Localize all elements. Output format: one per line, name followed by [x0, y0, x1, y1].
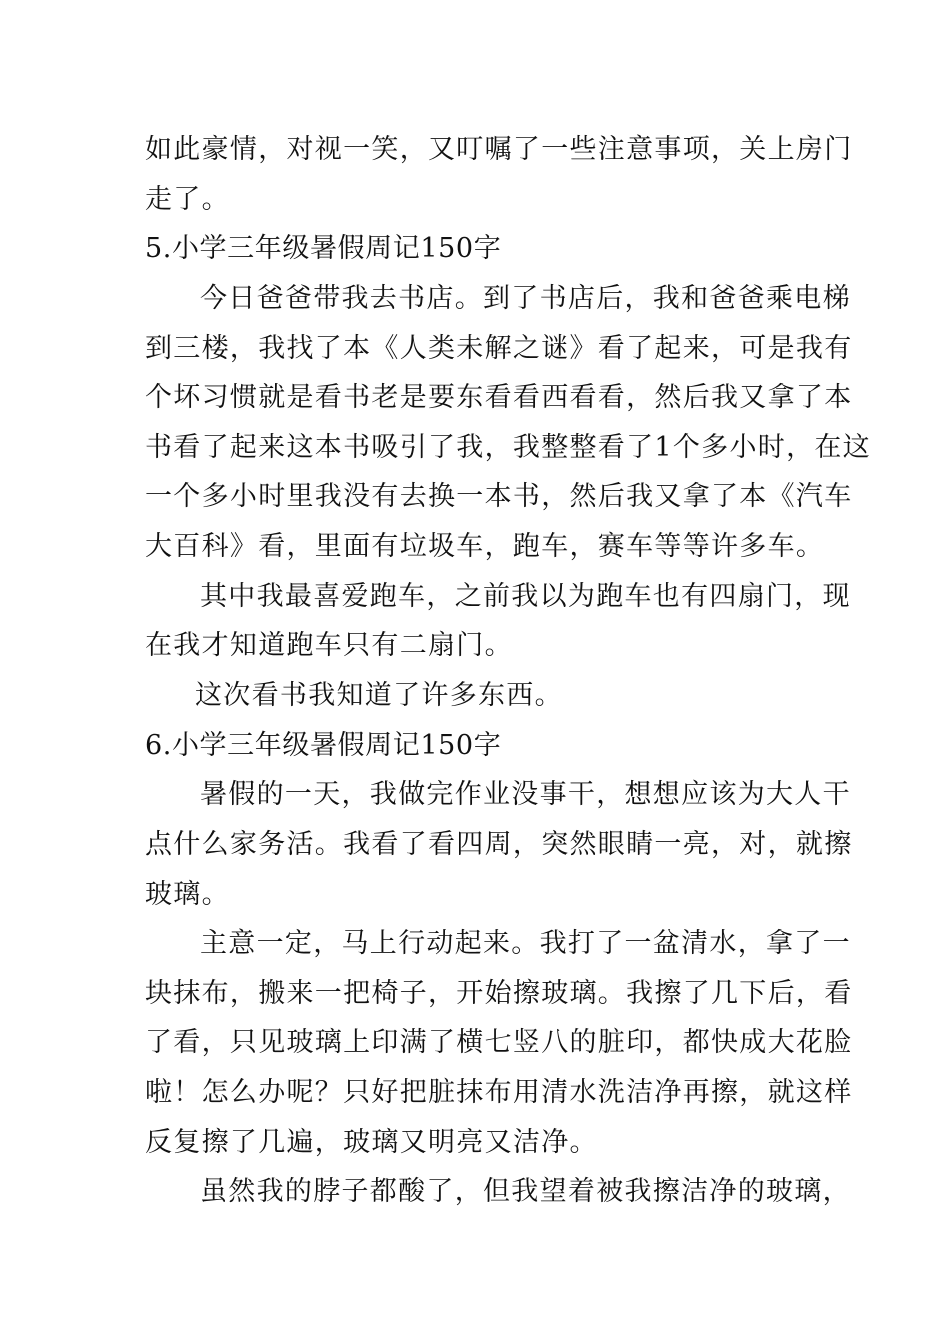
paragraph-line: 其中我最喜爱跑车，之前我以为跑车也有四扇门，现 — [200, 581, 851, 612]
paragraph-line: 虽然我的脖子都酸了，但我望着被我擦洁净的玻璃， — [200, 1176, 851, 1207]
paragraph-line: 到三楼，我找了本《人类未解之谜》看了起来，可是我有 — [145, 333, 853, 364]
paragraph-line: 块抹布，搬来一把椅子，开始擦玻璃。我擦了几下后，看 — [145, 978, 853, 1009]
paragraph-line: 这次看书我知道了许多东西。 — [195, 680, 563, 711]
paragraph-line: 暑假的一天，我做完作业没事干，想想应该为大人干 — [200, 779, 851, 810]
paragraph-line: 反复擦了几遍，玻璃又明亮又洁净。 — [145, 1127, 598, 1158]
paragraph-line: 主意一定，马上行动起来。我打了一盆清水，拿了一 — [200, 928, 851, 959]
paragraph-line: 在我才知道跑车只有二扇门。 — [145, 630, 513, 661]
paragraph-line: 一个多小时里我没有去换一本书，然后我又拿了本《汽车 — [145, 481, 853, 512]
paragraph-line: 玻璃。 — [145, 879, 230, 910]
paragraph-line: 啦！怎么办呢？只好把脏抹布用清水洗洁净再擦，就这样 — [145, 1077, 853, 1108]
section-heading: 5.小学三年级暑假周记150字 — [145, 233, 502, 264]
paragraph-line: 如此豪情，对视一笑，又叮嘱了一些注意事项，关上房门 — [145, 134, 853, 165]
paragraph-line: 书看了起来这本书吸引了我，我整整看了1个多小时，在这 — [145, 432, 871, 463]
paragraph-line: 今日爸爸带我去书店。到了书店后，我和爸爸乘电梯 — [200, 283, 851, 314]
section-heading: 6.小学三年级暑假周记150字 — [145, 730, 502, 761]
paragraph-line: 个坏习惯就是看书老是要东看看西看看，然后我又拿了本 — [145, 382, 853, 413]
paragraph-line: 大百科》看，里面有垃圾车，跑车，赛车等等许多车。 — [145, 531, 825, 562]
paragraph-line: 了看，只见玻璃上印满了横七竖八的脏印，都快成大花脸 — [145, 1027, 853, 1058]
paragraph-line: 点什么家务活。我看了看四周，突然眼睛一亮，对，就擦 — [145, 829, 853, 860]
paragraph-line: 走了。 — [145, 184, 230, 215]
